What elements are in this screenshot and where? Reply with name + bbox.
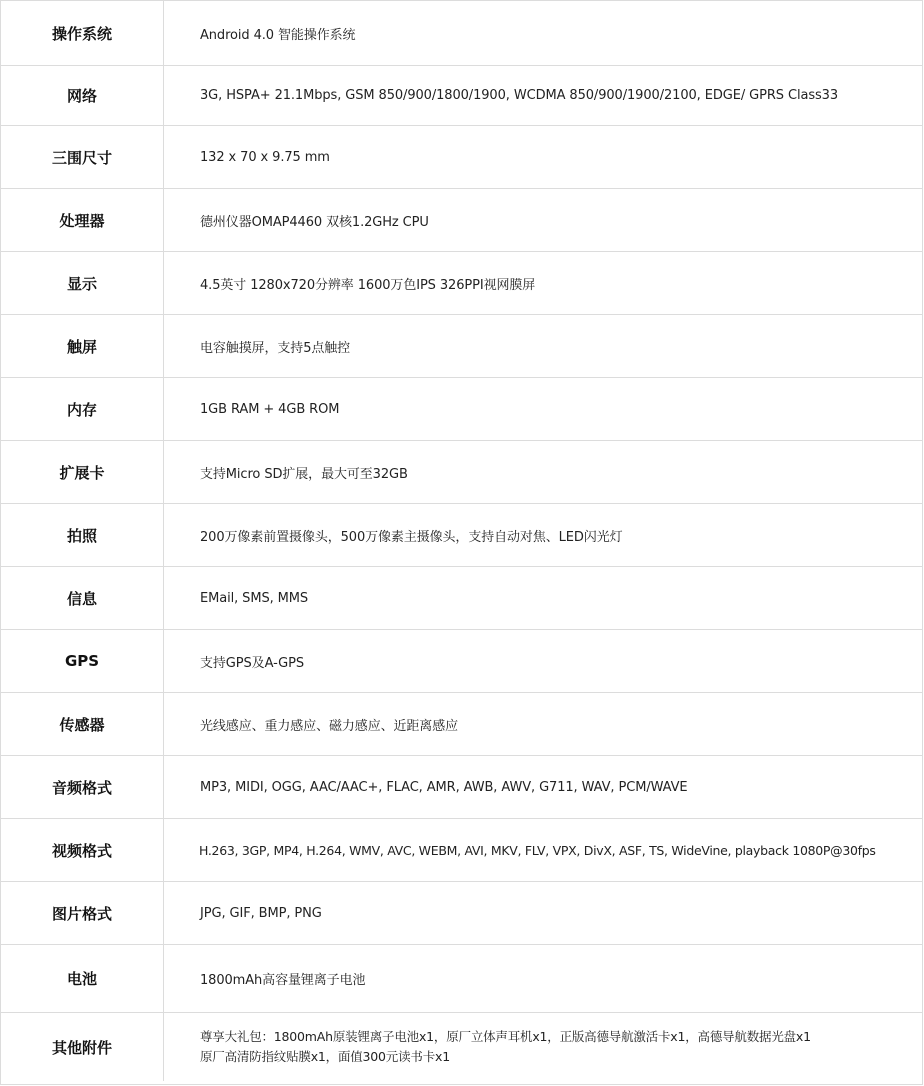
spec-value: 1GB RAM + 4GB ROM	[200, 401, 340, 417]
spec-value: 德州仪器OMAP4460 双核1.2GHz CPU	[200, 214, 429, 230]
spec-value: EMail, SMS, MMS	[200, 590, 309, 606]
spec-label: 其他附件	[1, 1013, 164, 1081]
spec-label: 信息	[1, 567, 164, 629]
spec-value: MP3, MIDI, OGG, AAC/AAC+, FLAC, AMR, AWB, AWV, G711, WAV, PCM/WAVE	[200, 779, 688, 795]
spec-label: 处理器	[1, 189, 164, 251]
spec-row-messaging	[1, 567, 922, 630]
spec-label: 拍照	[1, 504, 164, 566]
spec-value-line: 尊享大礼包：1800mAh原装锂离子电池x1，原厂立体声耳机x1，正版高德导航激活卡x1，高德导航数据光盘x1	[200, 1029, 811, 1044]
spec-row-battery	[1, 945, 922, 1013]
spec-row-memory	[1, 378, 922, 441]
spec-label: 电池	[1, 945, 164, 1012]
spec-label: 操作系统	[1, 1, 164, 65]
spec-value: 光线感应、重力感应、磁力感应、近距离感应	[200, 718, 459, 734]
spec-row-video-formats	[1, 819, 922, 882]
spec-row-os	[1, 1, 922, 66]
spec-value: 132 x 70 x 9.75 mm	[200, 149, 330, 165]
spec-row-sensors	[1, 693, 922, 756]
spec-label: 扩展卡	[1, 441, 164, 503]
spec-value: 4.5英寸 1280x720分辨率 1600万色IPS 326PPI视网膜屏	[200, 277, 536, 293]
spec-row-camera	[1, 504, 922, 567]
spec-value	[164, 1013, 922, 1081]
spec-row-dimensions	[1, 126, 922, 189]
spec-label: 网络	[1, 66, 164, 125]
spec-row-expansion	[1, 441, 922, 504]
spec-row-image-formats	[1, 882, 922, 945]
spec-value: 3G, HSPA+ 21.1Mbps, GSM 850/900/1800/1900, WCDMA 850/900/1900/2100, EDGE/ GPRS Class33	[200, 88, 839, 103]
spec-value-line: 原厂高清防指纹贴膜x1，面值300元读书卡x1	[200, 1049, 450, 1064]
spec-label: 视频格式	[1, 819, 164, 881]
spec-label: 三围尺寸	[1, 126, 164, 188]
spec-value: Android 4.0 智能操作系统	[200, 27, 356, 43]
spec-label: 传感器	[1, 693, 164, 755]
spec-value: 支持GPS及A-GPS	[200, 655, 305, 671]
spec-value: 电容触摸屏，支持5点触控	[200, 340, 351, 356]
spec-value: 支持Micro SD扩展，最大可至32GB	[200, 466, 408, 482]
spec-row-network	[1, 66, 922, 126]
spec-label: 显示	[1, 252, 164, 314]
spec-label: 触屏	[1, 315, 164, 377]
spec-value: 1800mAh高容量锂离子电池	[200, 973, 366, 988]
spec-value: H.263, 3GP, MP4, H.264, WMV, AVC, WEBM, AVI, MKV, FLV, VPX, DivX, ASF, TS, WideVine, playback 1080P@30fps	[199, 842, 876, 858]
spec-row-audio-formats	[1, 756, 922, 819]
spec-label: 图片格式	[1, 882, 164, 944]
spec-value: JPG, GIF, BMP, PNG	[200, 905, 322, 921]
spec-label: 音频格式	[1, 756, 164, 818]
spec-row-display	[1, 252, 922, 315]
spec-row-gps	[1, 630, 922, 693]
spec-row-touchscreen	[1, 315, 922, 378]
spec-label: GPS	[1, 630, 164, 692]
spec-row-processor	[1, 189, 922, 252]
spec-label: 内存	[1, 378, 164, 440]
spec-value: 200万像素前置摄像头，500万像素主摄像头，支持自动对焦、LED闪光灯	[200, 529, 623, 545]
spec-row-accessories	[1, 1013, 922, 1081]
